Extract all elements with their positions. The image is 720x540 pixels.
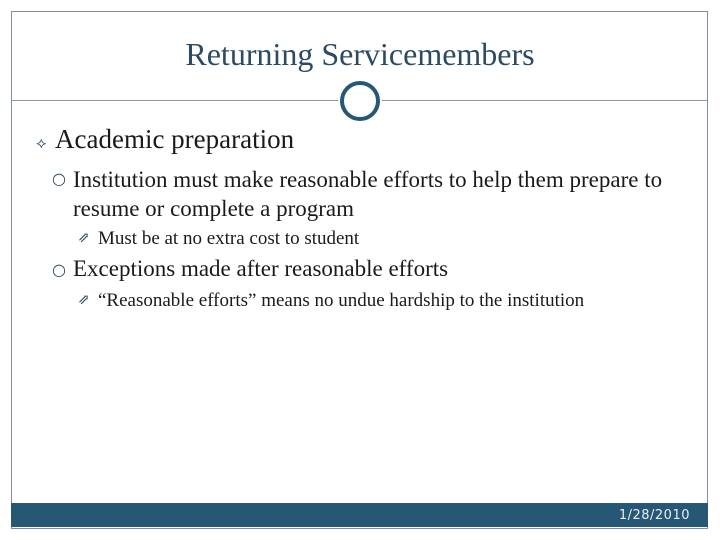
circle-bullet-icon: ○ <box>52 169 66 188</box>
bullet-academic-preparation: Academic preparation <box>55 124 295 154</box>
bullet-exceptions: Exceptions made after reasonable efforts <box>73 256 449 281</box>
footer-date: 1/28/2010 <box>618 508 690 523</box>
arrow-bullet-icon: ⇗ <box>78 292 90 308</box>
circle-bullet-icon: ○ <box>52 260 66 279</box>
bullet-institution-efforts-text: Institution must make reasonable efforts to help them prepare to resume or complete a program <box>73 167 663 221</box>
title-divider-right <box>382 100 708 101</box>
bullet-no-extra-cost: Must be at no extra cost to student <box>98 228 360 249</box>
footer-bar <box>11 503 708 527</box>
title-divider-left <box>11 100 338 101</box>
divider-ring-icon <box>340 81 380 121</box>
arrow-bullet-icon: ⇗ <box>78 230 90 246</box>
small-diamond-bullet-icon: ⟡ <box>36 133 47 152</box>
bullet-reasonable-efforts-definition: “Reasonable efforts” means no undue hardship to the institution <box>98 290 585 311</box>
slide-title: Returning Servicemembers <box>185 36 535 72</box>
bullet-institution-efforts <box>73 165 663 223</box>
